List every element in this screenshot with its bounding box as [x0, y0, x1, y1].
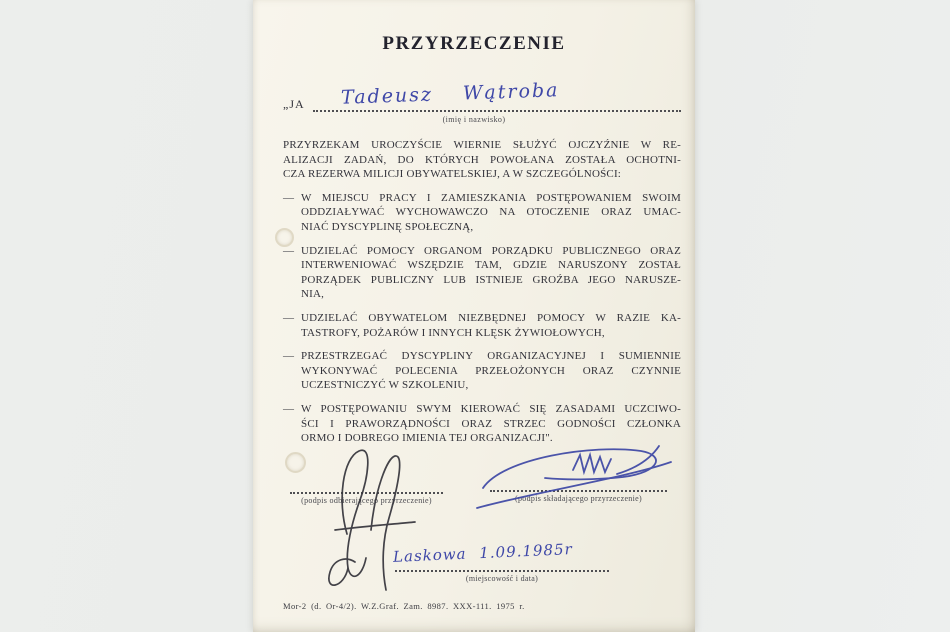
pledge-text-line: NIA,: [301, 288, 325, 301]
pledge-text-line: PRZESTRZEGAĆ DYSCYPLINY ORGANIZACYJNEJ I SUMIENNIE: [301, 350, 681, 363]
pledge-text-line: ŚCI I PRAWORZĄDNOŚCI ORAZ STRZEC GODNOŚCI CZŁONKA: [301, 417, 681, 430]
handwritten-name: Tadeusz Wątroba: [340, 79, 560, 109]
bullet-dash: —: [283, 402, 295, 415]
place-date-caption: (miejscowość i data): [465, 574, 539, 583]
print-reference-footer: Mor-2 (d. Or-4/2). W.Z.Graf. Zam. 8987. XXX-111. 1975 r.: [283, 601, 525, 611]
receiver-signature-caption: (podpis odbierającego przyrzeczenie): [301, 496, 432, 505]
pledge-text-line: WYKONYWAĆ POLECENIA PRZEŁOŻONYCH ORAZ CZYNNIE: [301, 364, 681, 377]
pledge-text-line: ALIZACJI ZADAŃ, DO KTÓRYCH POWOŁANA ZOSTAŁA OCHOTNI-: [283, 153, 681, 166]
pledger-signature-caption: (podpis składającego przyrzeczenie): [515, 494, 642, 503]
pledge-bullet-item: [283, 244, 681, 302]
pledge-text-line: PORZĄDEK PUBLICZNY LUB ISTNIEJE GROŹBA JEGO NARUSZE-: [301, 273, 681, 286]
pledge-intro: [283, 138, 681, 182]
pledge-document-paper: [253, 0, 695, 632]
pledge-text-line: ORMO I DOBREGO IMIENIA TEJ ORGANIZACJI".: [301, 432, 553, 445]
receiver-signature-ink: [315, 438, 435, 598]
pledge-text-line: UDZIELAĆ OBYWATELOM NIEZBĘDNEJ POMOCY W RAZIE KA-: [301, 311, 681, 324]
pledge-text-line: CZA REZERWA MILICJI OBYWATELSKIEJ, A W SZCZEGÓLNOŚCI:: [283, 168, 622, 181]
bullet-dash: —: [283, 191, 295, 204]
pledge-text-line: UDZIELAĆ POMOCY ORGANOM PORZĄDKU PUBLICZNEGO ORAZ: [301, 244, 681, 257]
pledge-text-line: NIAĆ DYSCYPLINĘ SPOŁECZNĄ,: [301, 220, 474, 233]
bullet-dash: —: [283, 350, 295, 363]
pledge-text-line: INTERWENIOWAĆ WSZĘDZIE TAM, GDZIE NARUSZONY ZOSTAŁ: [301, 259, 681, 272]
pledge-bullet-item: [283, 191, 681, 235]
pledge-paragraphs: [283, 138, 681, 455]
paper-blemish-mark: [285, 452, 306, 473]
pledge-text-line: W MIEJSCU PRACY I ZAMIESZKANIA POSTĘPOWANIEM SWOIM: [301, 191, 681, 204]
pledge-text-line: PRZYRZEKAM UROCZYŚCIE WIERNIE SŁUŻYĆ OJCZYŹNIE W RE-: [283, 139, 681, 151]
document-title: PRZYRZECZENIE: [382, 33, 566, 54]
pledge-bullet-item: [283, 349, 681, 393]
pledge-text-line: ODDZIAŁYWAĆ WYCHOWAWCZO NA OTOCZENIE ORAZ UMAC-: [301, 206, 681, 219]
handwritten-place-date: Laskowa 1.09.1985r: [392, 540, 574, 566]
pledge-text-line: TASTROFY, POŻARÓW I INNYCH KLĘSK ŻYWIOŁOWYCH,: [301, 326, 605, 339]
pledge-text-line: W POSTĘPOWANIU SWYM KIEROWAĆ SIĘ ZASADAMI UCZCIWO-: [301, 402, 681, 415]
ja-label: „JA: [283, 97, 305, 111]
pledge-bullet-item: [283, 311, 681, 340]
bullet-dash: —: [283, 311, 295, 324]
bullet-dash: —: [283, 244, 295, 257]
name-field-caption: (imię i nazwisko): [442, 115, 506, 124]
pledger-signature-ink: [475, 438, 675, 513]
pledge-text-line: UCZESTNICZYĆ W SZKOLENIU,: [301, 379, 469, 392]
